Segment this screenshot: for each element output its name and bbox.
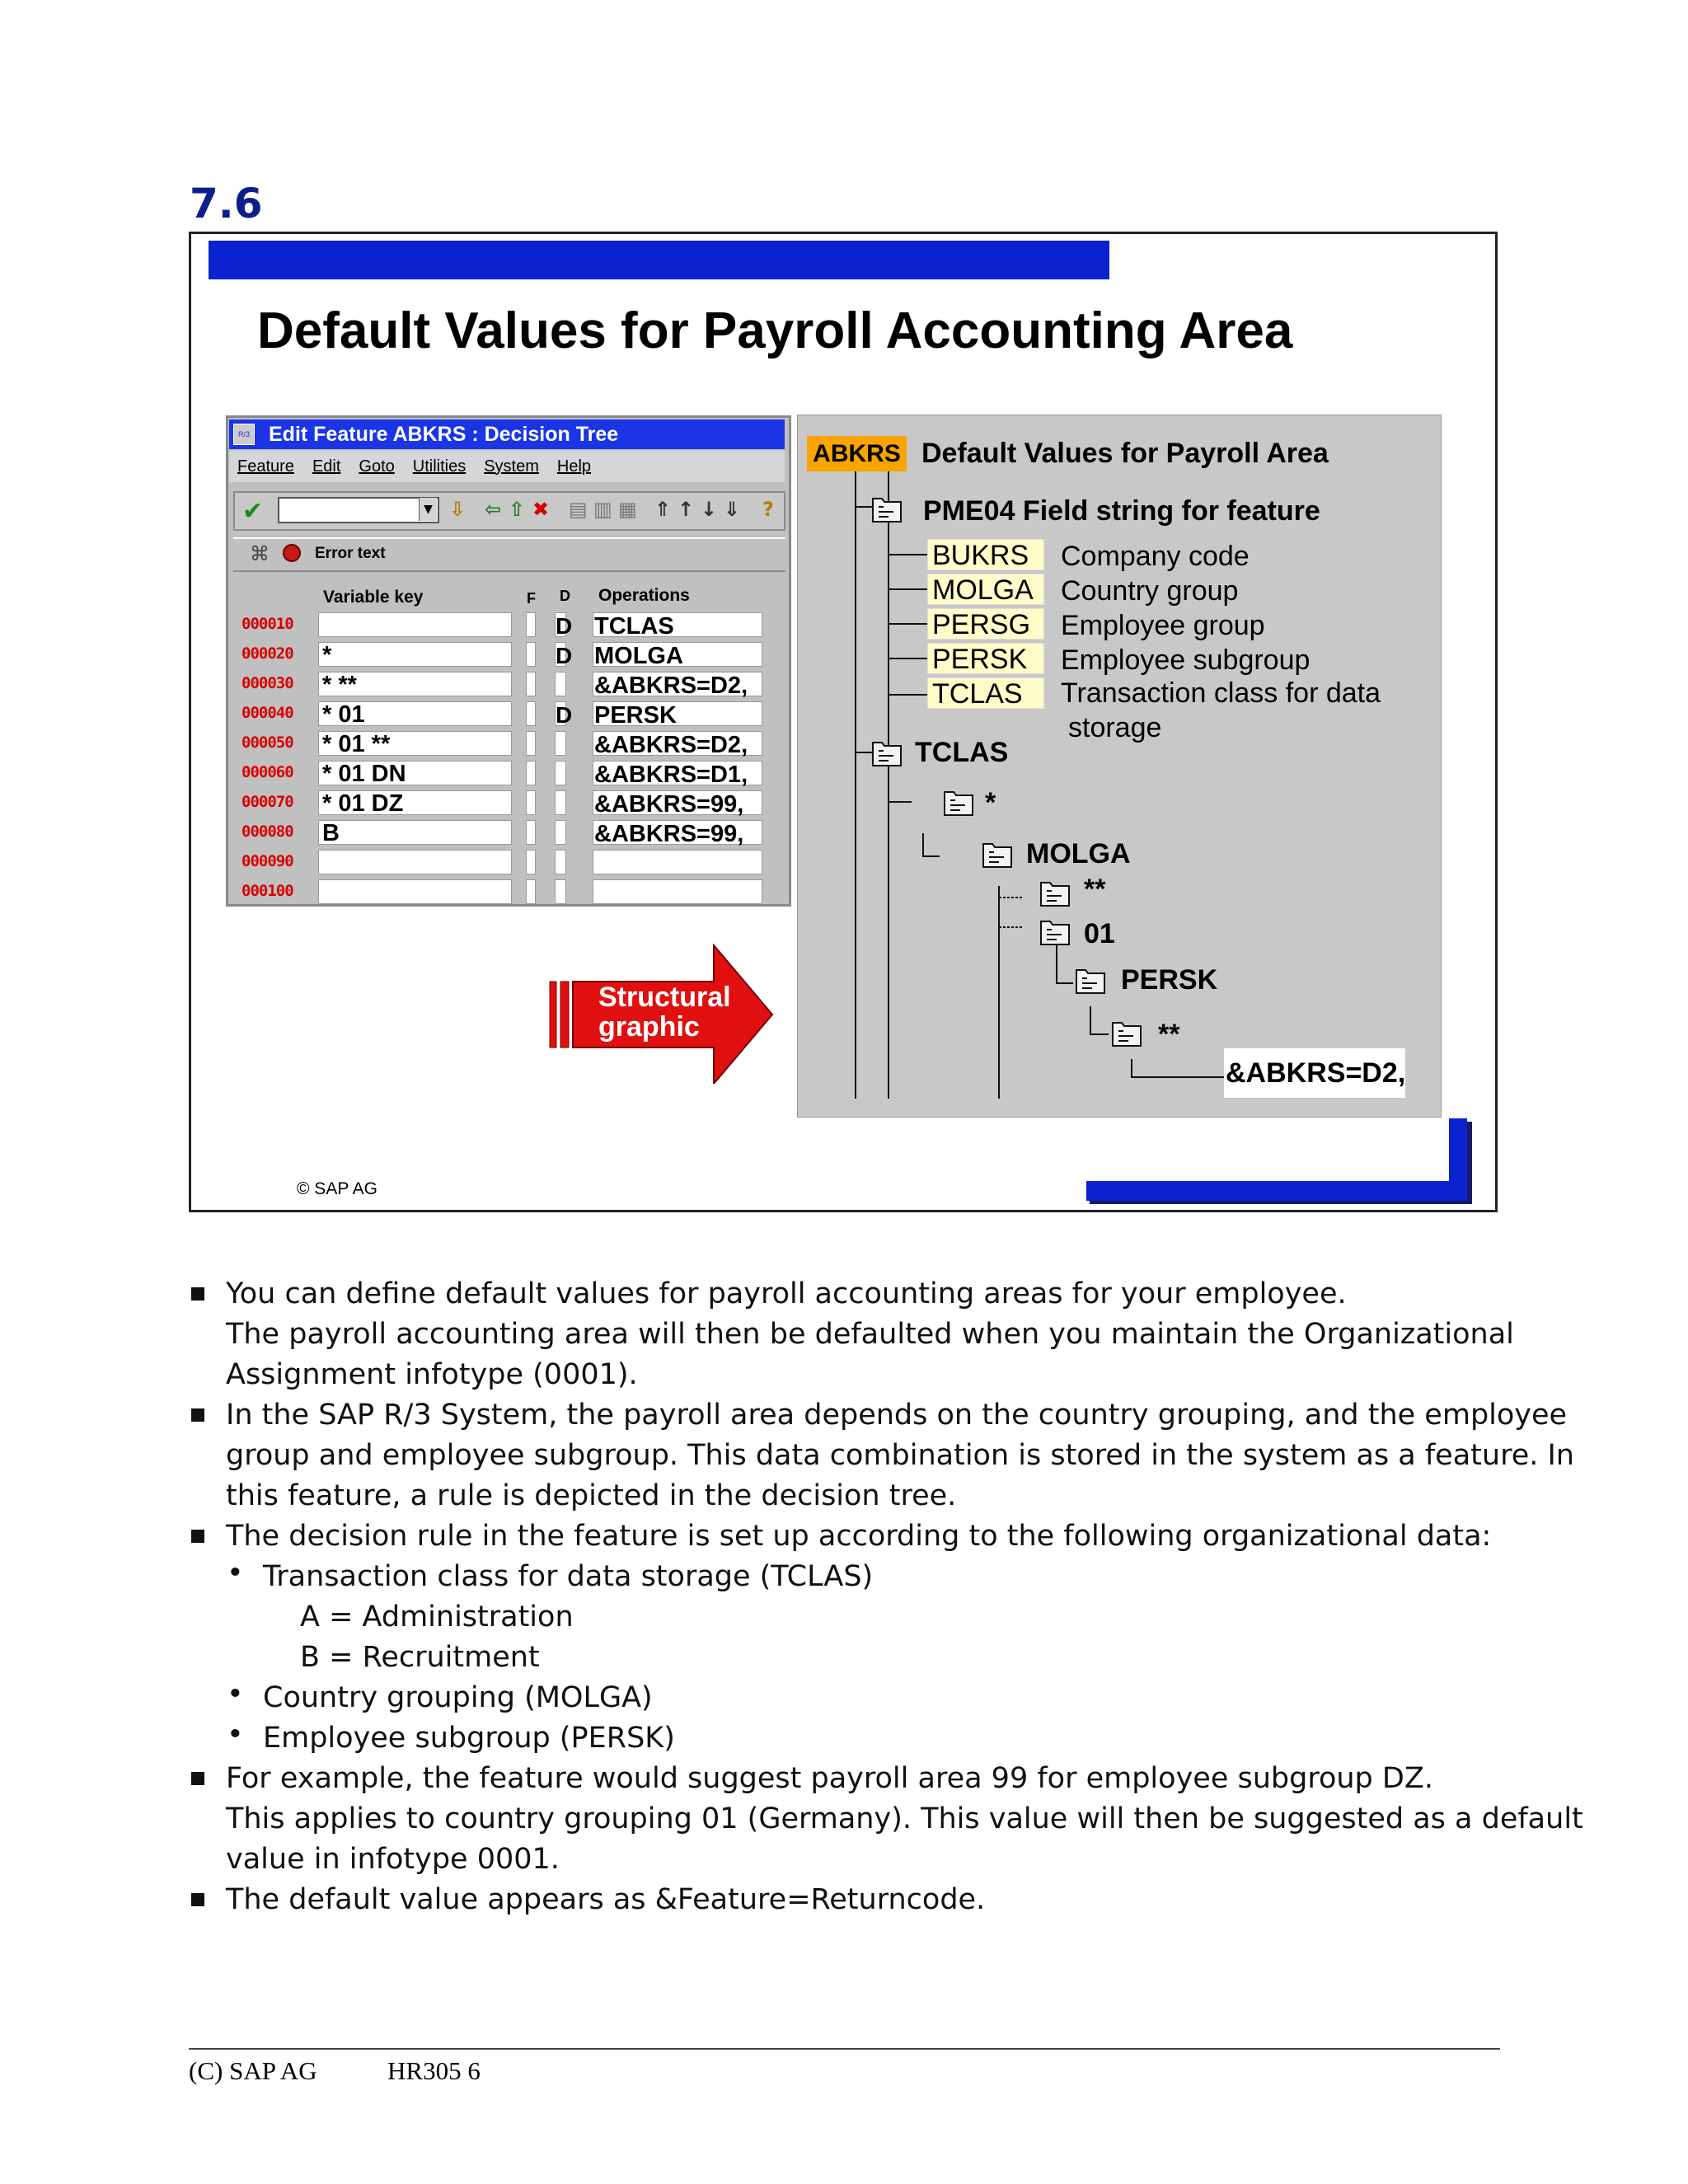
variable-key-value: * ** bbox=[322, 672, 357, 698]
variable-key-field[interactable] bbox=[318, 642, 512, 667]
variable-key-field[interactable] bbox=[318, 879, 512, 904]
sub-bullet: • bbox=[227, 1678, 244, 1711]
bullet-square bbox=[191, 1530, 204, 1543]
variable-key-value: * 01 bbox=[322, 701, 365, 728]
footer-rule bbox=[189, 2048, 1500, 2050]
operation-value: &ABKRS=99, bbox=[594, 791, 744, 818]
tree-node-double-star-2[interactable]: ** bbox=[1158, 1019, 1180, 1050]
f-field[interactable] bbox=[526, 820, 536, 845]
bullet-3-line-1: The decision rule in the feature is set up according to the following organizational data: bbox=[226, 1520, 1492, 1553]
table-row bbox=[241, 729, 769, 757]
row-number: 000020 bbox=[241, 644, 293, 663]
table-row bbox=[241, 878, 769, 905]
tree-node-persk[interactable]: PERSK bbox=[1121, 964, 1218, 996]
tree-node-tclas[interactable]: TCLAS bbox=[915, 737, 1009, 768]
d-field[interactable] bbox=[555, 672, 566, 696]
sub-bullet-2: Country grouping (MOLGA) bbox=[263, 1681, 653, 1714]
field-tclas[interactable]: TCLAS bbox=[927, 677, 1044, 709]
back-icon[interactable]: ⇦ bbox=[485, 498, 502, 521]
tree-result-value[interactable]: &ABKRS=D2, bbox=[1224, 1048, 1405, 1098]
f-field[interactable] bbox=[526, 850, 536, 874]
d-field[interactable] bbox=[555, 820, 566, 845]
field-persg[interactable]: PERSG bbox=[927, 608, 1044, 640]
d-field[interactable] bbox=[555, 790, 566, 815]
footer-copyright: (C) SAP AG bbox=[189, 2056, 317, 2085]
row-number: 000100 bbox=[241, 882, 293, 900]
bullet-4-line-1: For example, the feature would suggest payroll area 99 for employee subgroup DZ. bbox=[226, 1762, 1433, 1795]
f-field[interactable] bbox=[526, 701, 536, 726]
tree-node-star[interactable]: * bbox=[985, 787, 996, 818]
table-row bbox=[241, 700, 769, 727]
help-icon[interactable]: ? bbox=[762, 498, 774, 521]
menu-utilities[interactable]: Utilities bbox=[412, 457, 467, 476]
operation-value: MOLGA bbox=[594, 643, 683, 669]
operation-value: &ABKRS=D2, bbox=[594, 732, 748, 758]
chevron-down-icon[interactable]: ▼ bbox=[419, 498, 437, 521]
bullet-5-line-1: The default value appears as &Feature=Returncode. bbox=[226, 1883, 986, 1916]
sub-bullet-1-a: A = Administration bbox=[300, 1601, 574, 1633]
table-row bbox=[241, 848, 769, 875]
row-number: 000090 bbox=[241, 852, 293, 870]
first-page-icon[interactable]: ⇑ bbox=[654, 498, 672, 521]
f-field[interactable] bbox=[526, 790, 536, 815]
print-icon[interactable]: ▤ bbox=[569, 498, 588, 521]
structure-icon[interactable]: ⌘ bbox=[250, 542, 270, 565]
sub-bullet: • bbox=[227, 1718, 244, 1751]
folder-icon[interactable] bbox=[981, 837, 1014, 870]
bullet-2-line-2: group and employee subgroup. This data combination is stored in the system as a feature. In bbox=[226, 1439, 1574, 1472]
find-next-icon[interactable]: ▦ bbox=[618, 498, 637, 521]
f-field[interactable] bbox=[526, 642, 536, 667]
sub-bullet-1-b: B = Recruitment bbox=[300, 1641, 540, 1674]
operation-value: TCLAS bbox=[594, 613, 674, 640]
variable-key-field[interactable] bbox=[318, 612, 512, 637]
operation-value: &ABKRS=D2, bbox=[594, 673, 748, 699]
slide-copyright: © SAP AG bbox=[297, 1179, 377, 1198]
bullet-4-line-2: This applies to country grouping 01 (Germany). This value will then be suggested as a default bbox=[226, 1802, 1583, 1835]
footer-course-page: HR305 6 bbox=[387, 2056, 481, 2085]
bullet-2-line-3: this feature, a rule is depicted in the decision tree. bbox=[226, 1479, 957, 1512]
row-number: 000010 bbox=[241, 615, 293, 633]
table-row bbox=[241, 611, 769, 638]
field-bukrs-desc: Company code bbox=[1061, 541, 1250, 572]
field-persg-desc: Employee group bbox=[1061, 610, 1265, 641]
d-field[interactable] bbox=[555, 761, 566, 785]
menu-system[interactable]: System bbox=[484, 457, 539, 476]
folder-icon[interactable] bbox=[942, 785, 975, 818]
find-icon[interactable]: ▥ bbox=[593, 498, 612, 521]
field-bukrs[interactable]: BUKRS bbox=[927, 539, 1044, 570]
field-persk[interactable]: PERSK bbox=[927, 643, 1044, 674]
tree-heading: Default Values for Payroll Area bbox=[921, 438, 1329, 469]
folder-icon[interactable] bbox=[1039, 876, 1071, 909]
bullet-square bbox=[191, 1408, 204, 1422]
d-field[interactable] bbox=[555, 879, 566, 904]
slide-top-bar bbox=[209, 241, 1109, 279]
bullet-square bbox=[191, 1772, 204, 1785]
column-header-variable-key: Variable key bbox=[323, 588, 424, 607]
table-row bbox=[241, 789, 769, 816]
d-value: D bbox=[556, 643, 573, 668]
column-header-operations: Operations bbox=[598, 586, 690, 605]
row-number: 000040 bbox=[241, 704, 293, 722]
tree-node-molga[interactable]: MOLGA bbox=[1026, 838, 1131, 869]
bullet-1-line-3: Assignment infotype (0001). bbox=[226, 1358, 638, 1391]
tree-node-01[interactable]: 01 bbox=[1084, 918, 1115, 949]
abkrs-badge: ABKRS bbox=[807, 436, 907, 471]
field-tclas-desc-cont: storage bbox=[1068, 712, 1162, 743]
last-page-icon[interactable]: ⇓ bbox=[724, 498, 741, 521]
folder-icon[interactable] bbox=[870, 736, 903, 769]
error-icon[interactable] bbox=[283, 544, 301, 562]
folder-icon[interactable] bbox=[1110, 1016, 1143, 1049]
check-icon[interactable]: ✔ bbox=[242, 497, 264, 526]
arrow-label-line-2: graphic bbox=[598, 1011, 700, 1043]
operation-value: &ABKRS=99, bbox=[594, 821, 744, 847]
d-field[interactable] bbox=[555, 731, 566, 756]
column-header-d: D bbox=[560, 588, 570, 604]
f-field[interactable] bbox=[526, 612, 536, 637]
error-text-button[interactable]: Error text bbox=[315, 545, 386, 562]
folder-icon[interactable] bbox=[1039, 915, 1071, 948]
bullet-2-line-1: In the SAP R/3 System, the payroll area depends on the country grouping, and the employee bbox=[226, 1399, 1568, 1432]
operation-field[interactable] bbox=[593, 850, 762, 874]
table-row bbox=[241, 759, 769, 786]
variable-key-field[interactable] bbox=[318, 820, 512, 845]
tree-node-pme04[interactable]: PME04 Field string for feature bbox=[923, 495, 1320, 527]
command-field[interactable] bbox=[278, 497, 439, 523]
sub-bullet: • bbox=[227, 1557, 244, 1590]
operation-field[interactable] bbox=[593, 879, 762, 904]
f-field[interactable] bbox=[526, 672, 536, 696]
menu-feature[interactable]: Feature bbox=[237, 457, 294, 476]
variable-key-value: * bbox=[322, 642, 332, 668]
row-number: 000070 bbox=[241, 793, 293, 811]
bullet-1-line-1: You can define default values for payroll accounting areas for your employee. bbox=[226, 1277, 1347, 1310]
variable-key-value: * 01 DN bbox=[322, 761, 406, 787]
row-number: 000060 bbox=[241, 763, 293, 781]
section-number: 7.6 bbox=[190, 180, 263, 227]
field-tclas-desc: Transaction class for data bbox=[1061, 677, 1381, 709]
slide-corner-bar bbox=[1086, 1118, 1479, 1204]
table-row bbox=[241, 818, 769, 846]
variable-key-value: * 01 DZ bbox=[322, 790, 404, 817]
sub-bullet-3: Employee subgroup (PERSK) bbox=[263, 1722, 675, 1755]
f-field[interactable] bbox=[526, 731, 536, 756]
previous-page-icon[interactable]: ↑ bbox=[678, 498, 695, 521]
variable-key-value: B bbox=[322, 820, 340, 846]
table-row bbox=[241, 640, 769, 668]
row-number: 000030 bbox=[241, 674, 293, 692]
sap-window-title: Edit Feature ABKRS : Decision Tree bbox=[229, 419, 785, 449]
field-molga[interactable]: MOLGA bbox=[927, 574, 1044, 605]
arrow-label-line-1: Structural bbox=[598, 982, 731, 1013]
menu-edit[interactable]: Edit bbox=[312, 457, 341, 476]
menu-help[interactable]: Help bbox=[556, 457, 592, 476]
exit-icon[interactable]: ⇧ bbox=[509, 498, 526, 521]
arrow-label bbox=[598, 982, 747, 1042]
tree-node-double-star[interactable]: ** bbox=[1084, 874, 1106, 905]
sap-menubar bbox=[229, 451, 785, 482]
row-number: 000050 bbox=[241, 733, 293, 752]
sap-app-icon[interactable]: R/3 bbox=[233, 424, 255, 445]
row-number: 000080 bbox=[241, 823, 293, 841]
table-row bbox=[241, 670, 769, 697]
sub-bullet-1: Transaction class for data storage (TCLAS) bbox=[263, 1560, 874, 1593]
f-field[interactable] bbox=[526, 761, 536, 785]
f-field[interactable] bbox=[526, 879, 536, 904]
bullet-1-line-2: The payroll accounting area will then be defaulted when you maintain the Organizational bbox=[226, 1318, 1514, 1351]
slide-title: Default Values for Payroll Accounting Area bbox=[257, 302, 1293, 359]
folder-icon[interactable] bbox=[1074, 963, 1107, 996]
d-field[interactable] bbox=[555, 850, 566, 874]
bullet-square bbox=[191, 1893, 204, 1906]
variable-key-field[interactable] bbox=[318, 850, 512, 874]
operation-value: PERSK bbox=[594, 702, 677, 729]
folder-icon[interactable] bbox=[870, 492, 903, 525]
next-page-icon[interactable]: ↓ bbox=[701, 498, 718, 521]
menu-goto[interactable]: Goto bbox=[359, 457, 395, 476]
save-icon[interactable]: ⇩ bbox=[449, 498, 467, 521]
field-persk-desc: Employee subgroup bbox=[1061, 644, 1311, 676]
operation-value: &ABKRS=D1, bbox=[594, 762, 748, 788]
bullet-square bbox=[191, 1287, 204, 1301]
d-value: D bbox=[556, 613, 573, 639]
bullet-4-line-3: value in infotype 0001. bbox=[226, 1843, 560, 1876]
cancel-icon[interactable]: ✖ bbox=[532, 498, 550, 521]
d-value: D bbox=[556, 702, 573, 728]
variable-key-value: * 01 ** bbox=[322, 731, 391, 757]
column-header-f: F bbox=[527, 590, 536, 607]
field-molga-desc: Country group bbox=[1061, 575, 1239, 607]
